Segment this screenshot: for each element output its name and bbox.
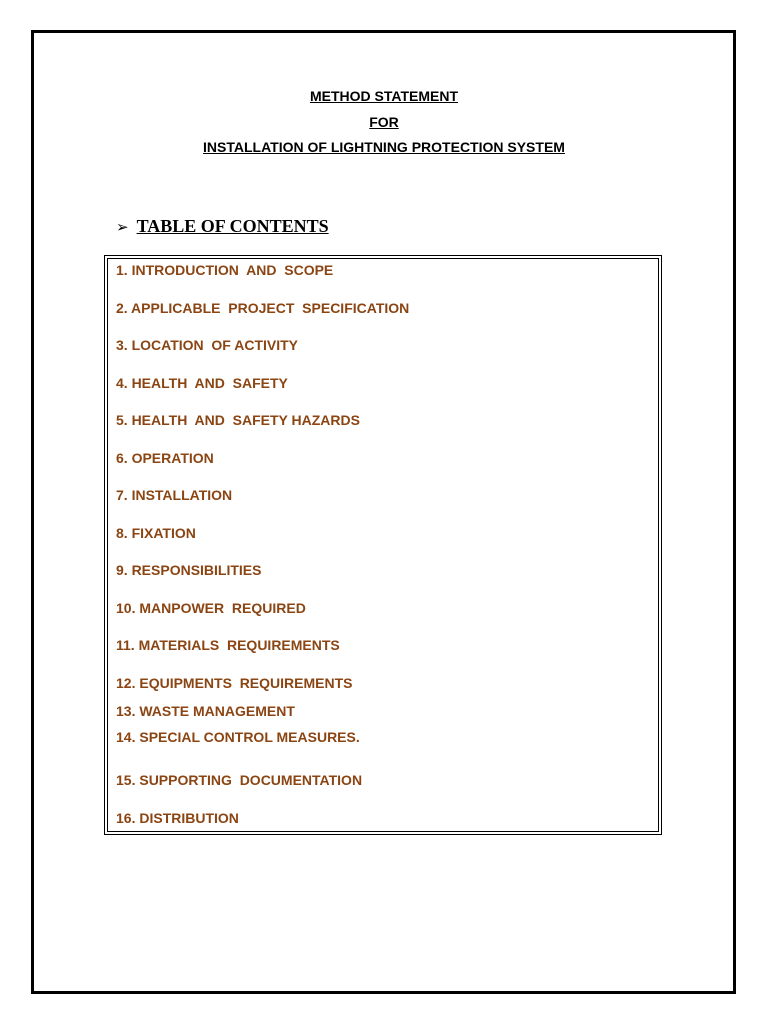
arrow-bullet-icon: ➢ [116,217,129,236]
toc-item[interactable]: 1. INTRODUCTION AND SCOPE [116,262,334,278]
toc-item[interactable]: 6. OPERATION [116,450,214,466]
toc-item[interactable]: 5. HEALTH AND SAFETY HAZARDS [116,412,360,428]
toc-heading [116,216,329,237]
toc-item[interactable]: 10. MANPOWER REQUIRED [116,600,306,616]
page-border-shadow-bottom [35,991,736,992]
toc-item[interactable]: 9. RESPONSIBILITIES [116,562,262,578]
toc-item[interactable]: 4. HEALTH AND SAFETY [116,375,288,391]
toc-item[interactable]: 7. INSTALLATION [116,487,233,503]
toc-item[interactable]: 12. EQUIPMENTS REQUIREMENTS [116,675,353,691]
toc-item[interactable]: 14. SPECIAL CONTROL MEASURES. [116,729,360,745]
document-subtitle: INSTALLATION OF LIGHTNING PROTECTION SYSTEM [203,139,565,155]
document-title: METHOD STATEMENT [309,88,459,104]
toc-item[interactable]: 15. SUPPORTING DOCUMENTATION [116,772,363,788]
document-title-connector: FOR [369,114,399,130]
page-border-shadow-right [735,34,736,992]
toc-item[interactable]: 13. WASTE MANAGEMENT [116,703,295,719]
toc-item[interactable]: 3. LOCATION OF ACTIVITY [116,337,298,353]
toc-heading-text: TABLE OF CONTENTS [136,216,329,236]
toc-item[interactable]: 8. FIXATION [116,525,196,541]
toc-item[interactable]: 11. MATERIALS REQUIREMENTS [116,637,340,653]
toc-item[interactable]: 16. DISTRIBUTION [116,810,239,826]
toc-item[interactable]: 2. APPLICABLE PROJECT SPECIFICATION [116,300,410,316]
